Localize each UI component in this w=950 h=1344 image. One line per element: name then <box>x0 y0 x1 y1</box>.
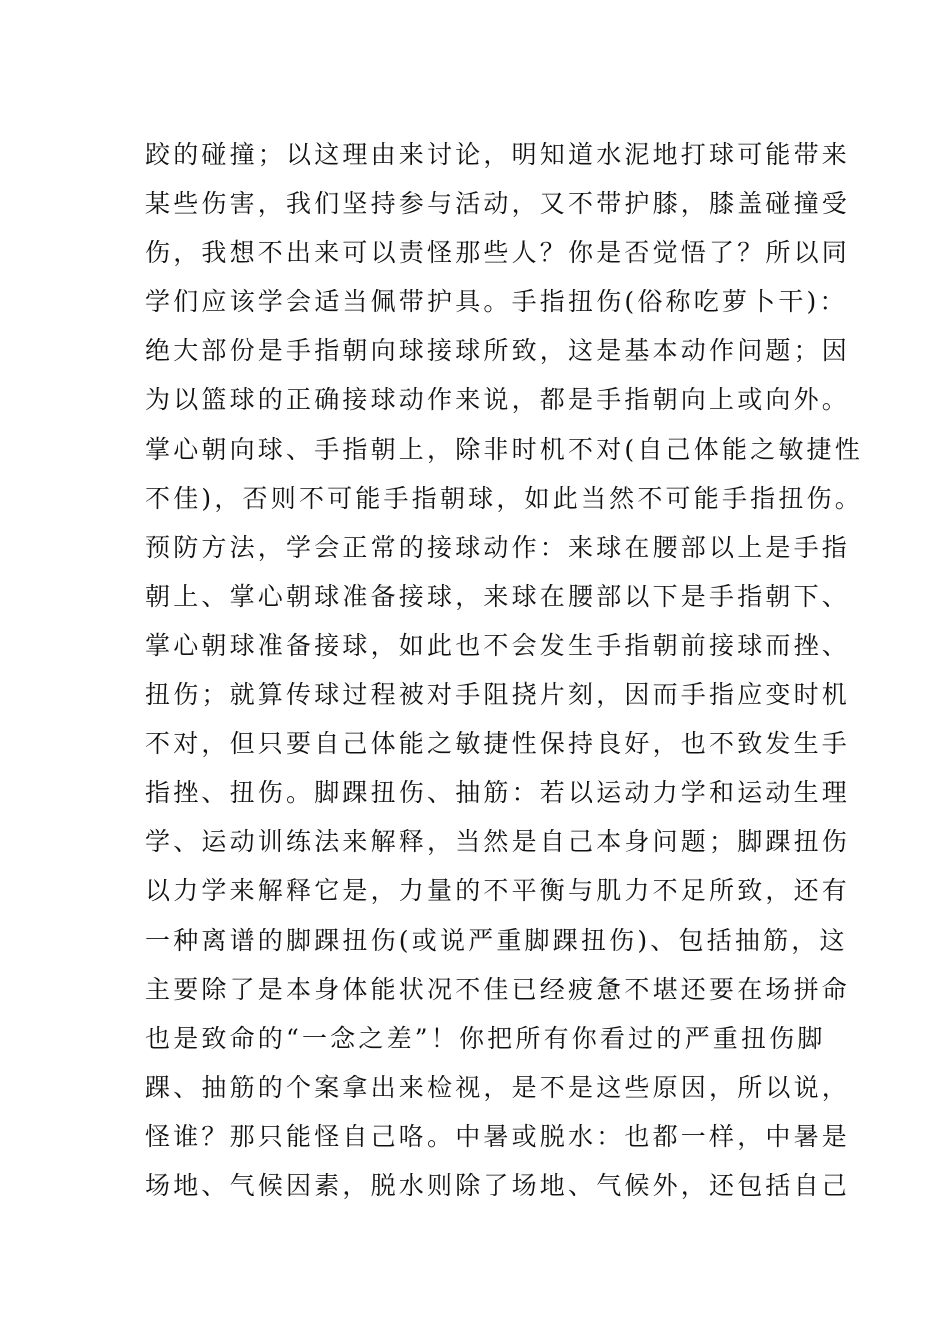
text-line: 朝上、掌心朝球准备接球，来球在腰部以下是手指朝下、 <box>145 581 851 611</box>
text-line: 场地、气候因素，脱水则除了场地、气候外，还包括自己 <box>145 1170 851 1200</box>
text-line: 伤，我想不出来可以责怪那些人？你是否觉悟了？所以同 <box>145 238 851 268</box>
body-text <box>145 130 863 1210</box>
text-line: 扭伤；就算传球过程被对手阻挠片刻，因而手指应变时机 <box>145 680 851 710</box>
text-line: 掌心朝球准备接球，如此也不会发生手指朝前接球而挫、 <box>145 630 851 660</box>
text-line: 指挫、扭伤。脚踝扭伤、抽筋：若以运动力学和运动生理 <box>145 778 851 808</box>
text-line: 绝大部份是手指朝向球接球所致，这是基本动作问题；因 <box>145 336 851 366</box>
text-line: 学、运动训练法来解释，当然是自己本身问题；脚踝扭伤 <box>145 827 851 857</box>
text-line: 以力学来解释它是，力量的不平衡与肌力不足所致，还有 <box>145 876 851 906</box>
text-line: 跤的碰撞；以这理由来讨论，明知道水泥地打球可能带来 <box>145 140 851 169</box>
text-line: 某些伤害，我们坚持参与活动，又不带护膝，膝盖碰撞受 <box>145 189 851 219</box>
text-line: 不佳)，否则不可能手指朝球，如此当然不可能手指扭伤。 <box>145 483 863 513</box>
text-line: 学们应该学会适当佩带护具。手指扭伤(俗称吃萝卜干)： <box>145 287 848 317</box>
text-line: 怪谁？那只能怪自己咯。中暑或脱水：也都一样，中暑是 <box>145 1121 851 1151</box>
text-line: 踝、抽筋的个案拿出来检视，是不是这些原因，所以说， <box>145 1072 851 1102</box>
text-line: 为以篮球的正确接球动作来说，都是手指朝向上或向外。 <box>145 385 851 415</box>
text-line: 掌心朝向球、手指朝上，除非时机不对(自己体能之敏捷性 <box>145 434 863 464</box>
text-line: 不对，但只要自己体能之敏捷性保持良好，也不致发生手 <box>145 729 851 759</box>
text-line: 一种离谱的脚踝扭伤(或说严重脚踝扭伤)、包括抽筋，这 <box>145 925 848 955</box>
text-line: 也是致命的“一念之差”！你把所有你看过的严重扭伤脚 <box>145 1023 826 1053</box>
text-line: 预防方法，学会正常的接球动作：来球在腰部以上是手指 <box>145 532 851 562</box>
text-line: 主要除了是本身体能状况不佳已经疲惫不堪还要在场拼命 <box>145 974 851 1004</box>
